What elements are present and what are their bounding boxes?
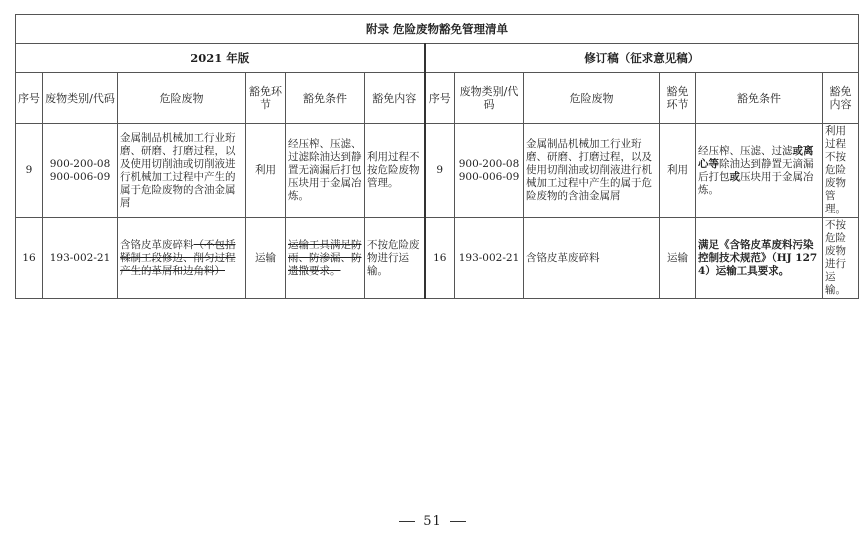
col-header-stage: 豁免环节 [246, 73, 286, 124]
col-header-stage: 豁免环节 [660, 73, 696, 124]
exemption-content: 利用过程不按危险废物管理。 [365, 124, 425, 218]
waste-code: 193-002-21 [43, 218, 118, 299]
exemption-condition [696, 218, 823, 299]
exemption-list-page [15, 14, 858, 299]
waste-description: 含铬皮革废碎料 [524, 218, 660, 299]
row-no: 9 [425, 124, 455, 218]
col-header-waste: 危险废物 [118, 73, 246, 124]
col-header-content: 豁免内容 [823, 73, 859, 124]
waste-code: 900-200-08 900-006-09 [43, 124, 118, 218]
group-header-revision: 修订稿（征求意见稿） [425, 44, 859, 73]
added-text: 或离心等 [698, 144, 814, 170]
waste-description: 金属制品机械加工行业珩磨、研磨、打磨过程，以及使用切削油或切削液进行机械加工过程中产生的属于危险废物的含油金属屑 [118, 124, 246, 218]
exemption-stage: 利用 [246, 124, 286, 218]
col-header-waste: 危险废物 [524, 73, 660, 124]
table-row [16, 218, 859, 299]
col-header-code: 废物类别/代码 [43, 73, 118, 124]
col-header-condition: 豁免条件 [696, 73, 823, 124]
deleted-text: （不包括鞣制工段修边、削匀过程产生的革屑和边角料） [120, 238, 236, 277]
table-title: 附录 危险废物豁免管理清单 [16, 15, 859, 44]
col-header-no: 序号 [425, 73, 455, 124]
exemption-stage: 利用 [660, 124, 696, 218]
row-no: 16 [425, 218, 455, 299]
exemption-content: 利用过程不按危险废物管理。 [823, 124, 859, 218]
waste-code: 900-200-08 900-006-09 [455, 124, 524, 218]
page-number: 51 [423, 514, 442, 529]
col-header-no: 序号 [16, 73, 43, 124]
table-row [16, 124, 859, 218]
row-no: 16 [16, 218, 43, 299]
exemption-condition [286, 218, 365, 299]
col-header-content: 豁免内容 [365, 73, 425, 124]
exemption-stage: 运输 [660, 218, 696, 299]
exemption-content: 不按危险废物进行运输。 [365, 218, 425, 299]
condition-fragment: 除油达到静置无滴漏后打包 [698, 157, 814, 183]
exemption-condition: 经压榨、压滤、过滤除油达到静置无滴漏后打包压块用于金属冶炼。 [286, 124, 365, 218]
exemption-condition [696, 124, 823, 218]
col-header-condition: 豁免条件 [286, 73, 365, 124]
waste-code: 193-002-21 [455, 218, 524, 299]
added-text: 满足《含铬皮革废料污染控制技术规范》（HJ 1274）运输工具要求。 [698, 238, 818, 277]
waste-description: 金属制品机械加工行业珩磨、研磨、打磨过程，以及使用切削油或切削液进行机械加工过程中产生的属于危险废物的含油金属屑 [524, 124, 660, 218]
exemption-stage: 运输 [246, 218, 286, 299]
condition-fragment: 经压榨、压滤、过滤 [698, 144, 793, 157]
group-header-2021: 2021 年版 [16, 44, 425, 73]
exemption-content: 不按危险废物进行运输。 [823, 218, 859, 299]
added-text: 或 [729, 170, 740, 183]
page-footer [0, 514, 865, 529]
footer-dash [399, 521, 415, 522]
deleted-text: 运输工具满足防雨、防渗漏、防遗撒要求。 [288, 238, 362, 277]
condition-fragment: 压块用于金属冶炼。 [698, 170, 814, 196]
col-header-code: 废物类别/代码 [455, 73, 524, 124]
waste-description [118, 218, 246, 299]
waste-fragment: 含铬皮革废碎料 [120, 238, 194, 251]
exemption-table [15, 14, 859, 299]
row-no: 9 [16, 124, 43, 218]
footer-dash [450, 521, 466, 522]
